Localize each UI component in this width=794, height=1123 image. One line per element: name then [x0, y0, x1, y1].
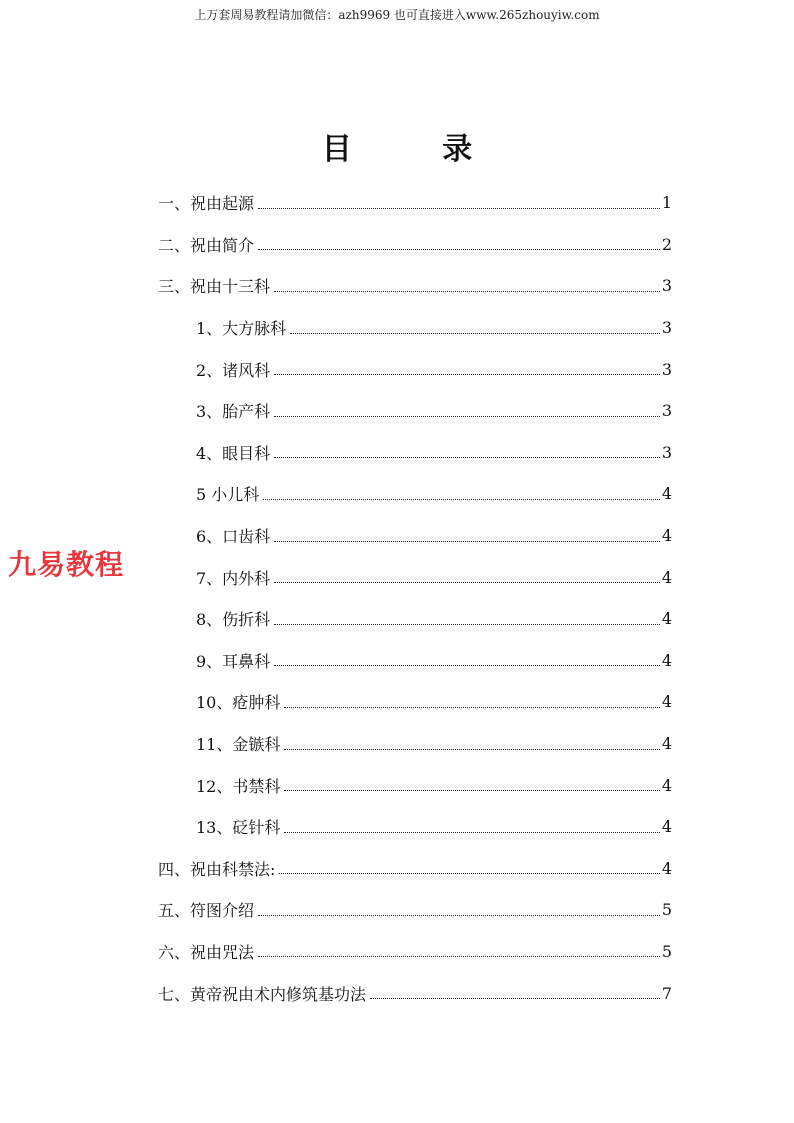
toc-dot-leader — [258, 955, 660, 957]
toc-entry-label: 六、祝由咒法 — [158, 942, 255, 962]
toc-entry-page-number: 4 — [661, 858, 672, 878]
toc-dot-leader — [279, 872, 659, 874]
toc-entry[interactable] — [158, 598, 672, 640]
toc-entry-label: 12、书禁科 — [196, 776, 281, 796]
toc-entry-label: 11、金镞科 — [196, 735, 281, 755]
toc-entry-label: 10、疮肿科 — [196, 693, 281, 713]
toc-entry-label: 五、符图介绍 — [158, 901, 255, 921]
toc-entry[interactable] — [158, 889, 672, 931]
toc-entry[interactable] — [158, 931, 672, 973]
toc-entry-label: 2、诸风科 — [196, 360, 271, 380]
table-of-contents — [158, 182, 672, 1014]
toc-entry-page-number: 5 — [661, 941, 672, 961]
toc-entry-label: 二、祝由简介 — [158, 235, 255, 255]
toc-entry[interactable] — [158, 764, 672, 806]
toc-entry-page-number: 3 — [661, 359, 672, 379]
toc-entry-label: 三、祝由十三科 — [158, 277, 271, 297]
toc-dot-leader — [274, 540, 660, 542]
toc-entry-page-number: 4 — [661, 484, 672, 504]
toc-dot-leader — [258, 914, 660, 916]
toc-entry-page-number: 3 — [661, 401, 672, 421]
toc-dot-leader — [258, 248, 660, 250]
toc-entry[interactable] — [158, 307, 672, 349]
toc-dot-leader — [274, 581, 660, 583]
toc-entry[interactable] — [158, 515, 672, 557]
toc-entry[interactable] — [158, 681, 672, 723]
toc-entry[interactable] — [158, 390, 672, 432]
watermark-logo: 九易教程 — [8, 548, 125, 581]
toc-dot-leader — [284, 706, 659, 708]
toc-entry-page-number: 3 — [661, 442, 672, 462]
toc-entry-page-number: 4 — [661, 775, 672, 795]
toc-entry-page-number: 4 — [661, 526, 672, 546]
toc-entry-page-number: 5 — [661, 900, 672, 920]
toc-entry[interactable] — [158, 432, 672, 474]
toc-entry-label: 4、眼目科 — [196, 443, 271, 463]
toc-dot-leader — [284, 789, 659, 791]
toc-dot-leader — [284, 831, 659, 833]
toc-entry[interactable] — [158, 348, 672, 390]
toc-dot-leader — [263, 498, 660, 500]
toc-entry-label: 9、耳鼻科 — [196, 651, 271, 671]
toc-dot-leader — [370, 997, 660, 999]
toc-entry-page-number: 4 — [661, 817, 672, 837]
toc-dot-leader — [274, 456, 660, 458]
toc-entry-page-number: 4 — [661, 609, 672, 629]
toc-dot-leader — [274, 664, 660, 666]
toc-entry-page-number: 4 — [661, 650, 672, 670]
toc-entry[interactable] — [158, 972, 672, 1014]
toc-entry-page-number: 4 — [661, 692, 672, 712]
toc-entry-label: 7、内外科 — [196, 568, 271, 588]
toc-entry[interactable] — [158, 224, 672, 266]
toc-entry-label: 一、祝由起源 — [158, 194, 255, 214]
toc-entry[interactable] — [158, 556, 672, 598]
toc-entry[interactable] — [158, 723, 672, 765]
toc-entry-label: 13、砭针科 — [196, 818, 281, 838]
page-header: 上万套周易教程请加微信：azh9969 也可直接进入www.265zhouyiw.com — [194, 8, 600, 22]
toc-entry-page-number: 3 — [661, 318, 672, 338]
toc-entry-page-number: 7 — [661, 983, 672, 1003]
toc-entry[interactable] — [158, 806, 672, 848]
toc-dot-leader — [258, 207, 660, 209]
toc-entry[interactable] — [158, 182, 672, 224]
toc-entry-label: 1、大方脉科 — [196, 319, 287, 339]
toc-entry-page-number: 2 — [661, 234, 672, 254]
toc-entry-page-number: 1 — [661, 193, 672, 213]
page-title: 目 录 — [321, 132, 513, 167]
toc-entry[interactable] — [158, 640, 672, 682]
toc-entry-label: 3、胎产科 — [196, 402, 271, 422]
toc-entry[interactable] — [158, 473, 672, 515]
toc-entry-label: 七、黄帝祝由术内修筑基功法 — [158, 984, 367, 1004]
toc-dot-leader — [274, 290, 660, 292]
toc-entry-page-number: 4 — [661, 567, 672, 587]
toc-dot-leader — [284, 748, 659, 750]
toc-entry-page-number: 3 — [661, 276, 672, 296]
toc-entry[interactable] — [158, 265, 672, 307]
toc-entry-label: 8、伤折科 — [196, 610, 271, 630]
toc-entry-page-number: 4 — [661, 734, 672, 754]
toc-dot-leader — [274, 415, 660, 417]
toc-entry-label: 四、祝由科禁法: — [158, 859, 276, 879]
toc-entry-label: 5 小儿科 — [196, 485, 260, 505]
toc-entry[interactable] — [158, 848, 672, 890]
toc-dot-leader — [274, 373, 660, 375]
toc-dot-leader — [290, 332, 660, 334]
toc-entry-label: 6、口齿科 — [196, 527, 271, 547]
toc-dot-leader — [274, 623, 660, 625]
